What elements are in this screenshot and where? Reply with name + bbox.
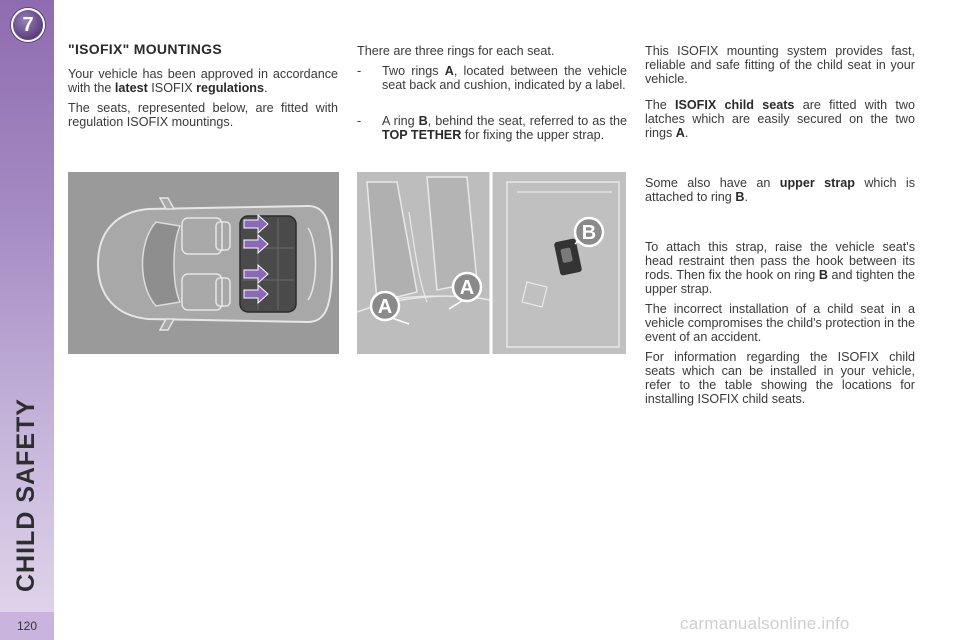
spacer [357,98,627,114]
seats-paragraph: The seats, represented below, are fitted with regulation ISOFIX mountings. [68,101,338,129]
bold-span: upper strap [779,176,855,190]
car-top-view-illustration [68,172,339,354]
text-span: , behind the seat, referred to as the [427,114,628,128]
spacer [645,210,915,240]
chapter-sidebar [0,0,54,640]
label-b: B [581,222,597,244]
chapter-number-badge: 7 [11,8,45,42]
bullet-dash: - [357,64,362,78]
label-a-right: A [459,277,475,299]
watermark: carmanualsonline.info [680,614,850,633]
text-span: for fixing the upper strap. [461,128,605,142]
bold-span: B [735,190,745,204]
bold-span: TOP TETHER [382,128,462,142]
column-2 [357,44,627,148]
bold-span: B [418,114,428,128]
bold-span: regulations [196,81,264,95]
bullet-text [382,64,627,92]
text-span: , located between the vehicle seat back and cushion, indicated by a label. [382,64,627,92]
spacer [645,146,915,176]
column-3 [645,44,915,412]
approval-paragraph [68,67,338,95]
child-seats-paragraph [645,98,915,140]
text-span: and tighten the upper strap. [645,268,915,296]
bold-span: ISOFIX child seats [674,98,795,112]
attach-strap-paragraph [645,240,915,296]
bullet-dash: - [357,114,362,128]
text-span: Some also have an [645,176,780,190]
upper-strap-paragraph [645,176,915,204]
isofix-rings-illustration [357,172,626,354]
text-span: A ring [382,114,419,128]
text-span: Two rings [382,64,445,78]
warning-paragraph: The incorrect installation of a child seat in a vehicle compromises the child's protection in the event of an accident. [645,302,915,344]
chapter-title: CHILD SAFETY [12,398,40,592]
bold-span: A [444,64,454,78]
label-a-left: A [377,296,393,318]
list-item [357,114,627,142]
rings-intro: There are three rings for each seat. [357,44,555,58]
bullet-text [382,114,627,142]
system-paragraph: This ISOFIX mounting system provides fast, reliable and safe fitting of the child seat in your vehicle. [645,44,915,86]
text-span: . [684,126,689,140]
text-span: which is attached to ring [645,176,915,204]
page-number: 120 [0,612,54,640]
info-paragraph: For information regarding the ISOFIX child seats which can be installed in your vehicle, refer to the table showing the locations for installing ISOFIX child seats. [645,350,915,406]
bold-span: latest [114,81,148,95]
column-1 [68,42,338,135]
car-top-view-figure [68,172,339,354]
text-span: are fitted with two latches which are easily secured on the two rings [645,98,916,140]
text-span: . [264,81,268,95]
list-item [357,64,627,92]
text-span: The [645,98,675,112]
isofix-rings-figure [357,172,626,354]
bold-span: B [818,268,828,282]
bold-span: A [675,126,685,140]
text-span: To attach this strap, raise the vehicle seat's head restraint then pass the hook between its rods. Then fix the hook on ring [645,240,915,282]
text-span: ISOFIX [147,81,197,95]
section-heading: "ISOFIX" MOUNTINGS [68,41,223,57]
text-span: . [744,190,748,204]
text-span: Your vehicle has been approved in accordance with the [68,67,338,95]
